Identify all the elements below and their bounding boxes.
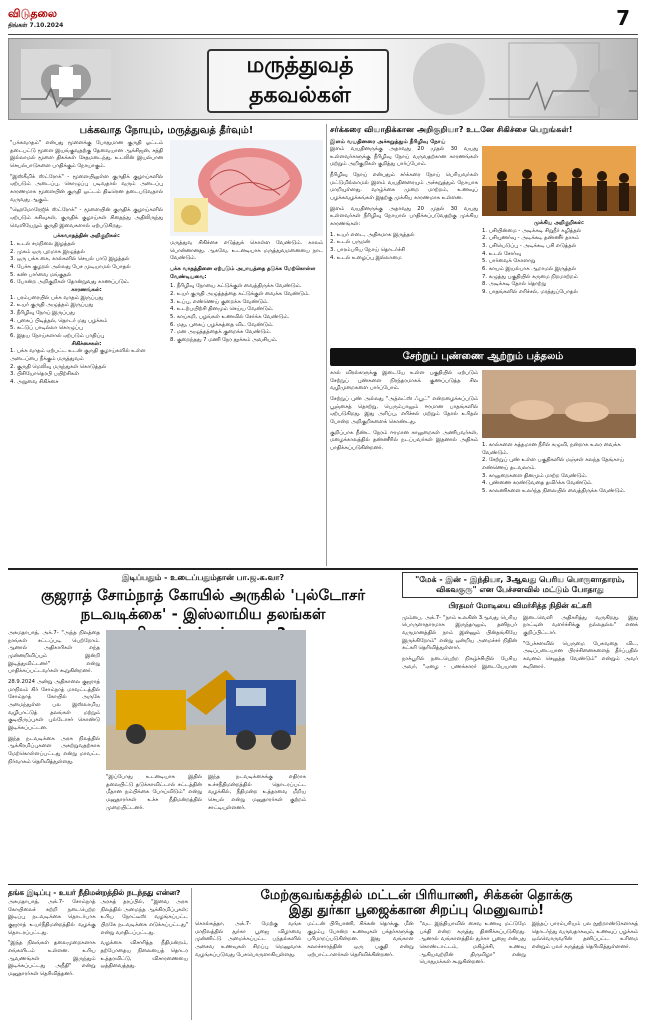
gujarat-col2 — [106, 774, 202, 815]
foot-p1: கால் விரல்களுக்கு இடையே உள்ள பகுதியில் ஏற்படும் சேற்றுப் புண்களை நிரந்தரமாகக் குணப்படுத்த சில வழிமுறைகளை பார்ப்போம். — [330, 370, 478, 392]
list-item: 2. உயர் குருதி அழுத்தம் இருப்பது — [10, 302, 94, 309]
list-item: 2. உடல் பருமன் — [330, 239, 371, 246]
list-item: 1. பசியின்மை - அடிக்கடி சிறுநீர் கழித்தல் — [482, 227, 582, 234]
diabetes-title: சர்க்கரை வியாதிக்கான அறிகுறியா? உடனே சிகிச்சை பெறுங்கள்! — [330, 124, 573, 134]
diabetes-cause-list — [330, 232, 478, 263]
durga-title-1: மேற்குவங்கத்தில் மட்டன் பிரியாணி, சிக்கன் தொக்கு — [260, 888, 573, 903]
durga-p2: மட்டன் பிரியாணி, சிக்கன் தொக்கு, மீன் குழம்பு போன்ற உணவுகள் பக்தர்களுக்கு பரிமாறப்படுகின்றன. இது வங்காள கலாச்சாரத்தின் ஒரு பகுதி என்று ஏற்பாட்டாளர்கள் தெரிவிக்கின்றனர். — [307, 921, 414, 958]
gujarat-kicker: இடிப்பதும் - உடைப்பதும்தான் பா.ஜ.க.வா? — [121, 573, 285, 582]
foot-p3: குறிப்பாக நீண்ட நேரம் ஈரமான காலுறைகள் அணிபவர்கள், மழைக்காலத்தில் தண்ணீரில் நடப்பவர்கள் இதனால் அதிகம் பாதிக்கப்படுகின்றனர். — [330, 429, 478, 452]
gujarat-p1: அகமதாபாத், அக்.7- "அந்த நிலத்தை நாங்கள் சட்டப்படி பெற்றோம். ஆனால் அதிகாரிகள் எந்த முன்னறிவிப்பும் இன்றி இடித்துவிட்டனர்" என்று பாதிக்கப்பட்டவர்கள் கூறுகின்றனர். — [8, 630, 100, 675]
banner-title: மருத்துவத் தகவல்கள் — [246, 53, 354, 108]
durga-p4: இந்தப் பாரம்பரியம் பல நூற்றாண்டுகளாகத் தொடர்ந்து வருவதாகவும், உணவுப் பழக்கம் ஒவ்வொருவரின் தனிப்பட்ட உரிமை என்றும் பலர் கருத்துத் தெரிவித்துள்ளனர். — [531, 921, 638, 951]
gadkari-title-box — [402, 572, 638, 598]
list-item: 4. புண்ணை சுரண்டுவதை தவிர்க்க வேண்டும். — [482, 480, 593, 487]
gadkari-subtitle: பிரதமர் மோடியை விமர்சித்த நிதின் கட்கரி — [448, 601, 592, 610]
list-item: 4. அறுவை சிகிச்சை — [10, 379, 59, 386]
bulldozer-image — [106, 630, 306, 770]
demolition-article — [8, 888, 188, 1020]
list-item: 4. உடல் உழைப்பு இல்லாமை — [330, 254, 402, 261]
diabetes-col1 — [330, 146, 478, 262]
medical-cross-icon — [21, 49, 111, 113]
list-item: 6. போன்ற அறிகுறிகள் தோன்றுவது காணப்படும். — [10, 279, 130, 286]
stroke-p2: "இஸ்கீமிக் ஸ்ட்ரோக்" - மூளையிலுள்ள குருதிக் குழாய்களில் ஏற்படும் அடைப்பு, கொழுப்பு படிவதால் வரும் அடைப்பு காரணமாக மூளையின் குருதி ஓட்டம் திடீரென தடைபடுவதால் வருவது ஆகும். — [10, 173, 163, 203]
demolition-p1: அகமதாபாத், அக்.7- சோம்நாத் கோயிலைச் சுற்றி நடைபெற்ற இடிப்பு நடவடிக்கை தொடர்பாக குஜராத் உயர்நீதிமன்றத்தில் வழக்கு தொடரப்பட்டது. — [8, 899, 96, 936]
list-item: 6. காயம் இயல்பாக ஆறாமல் இருத்தல் — [482, 266, 577, 273]
stroke-col1 — [10, 140, 163, 387]
durga-article — [195, 888, 638, 1020]
column-divider — [326, 124, 327, 566]
list-item: 5. கட்டுப் பாடில்லா கொழுப்பு — [10, 325, 83, 332]
foot-col1 — [330, 370, 478, 456]
gujarat-col3 — [208, 774, 306, 815]
list-item: 1. நீரிழிவு நோயை கட்டுக்குள் வைத்திருக்க வேண்டும். — [170, 283, 302, 290]
durga-title-2: இது துர்கா பூஜைக்கான சிறப்பு மெனுவாம்! — [288, 903, 545, 918]
stroke-prevention-list — [170, 283, 323, 344]
durga-body — [195, 921, 638, 967]
masthead-name: விடுதலை — [8, 7, 58, 20]
list-item: 8. குறைந்தது 7 மணி நேர தூக்கம் அவசியம். — [170, 337, 278, 344]
list-item: 2. பசியுணர்வு - அடிக்கடி தண்ணீர் தாகம் — [482, 235, 579, 242]
demolition-p2: "இந்த நிலங்கள் தலைமுறைகளாக எங்களிடம் உள்ளன. உரிய ஆவணங்கள் இருந்தும் இடிக்கப்பட்டது அநீதி" என்று மனுதாரர்கள் தெரிவித்தனர். — [8, 940, 96, 978]
page-number: 7 — [616, 6, 630, 30]
diabetes-article — [330, 124, 636, 346]
stroke-p4: மருத்துவ சிகிச்சை எடுத்துக் கொள்ள வேண்டும். காலம் பொன்னானது. ஆகவே, உடனடியாக மருத்துவமனையை நாட வேண்டும். — [170, 240, 323, 262]
list-item: 4. உடற்பயிற்சி தினமும் செய்ய வேண்டும். — [170, 306, 274, 313]
list-item: 1. பக்க வாதம் ஏற்பட்ட உடன் குருதி குழாய்களில் உள்ள அடைப்பை நீக்கும் மருத்துவம் — [10, 348, 146, 363]
gujarat-p2: 28.9.2024 அன்று அதிகாலை குஜராத் மாநிலம் கிர் சோம்நாத் மாவட்டத்தில் சோம்நாத் கோயில் அருகே அமைந்துள்ள பல இஸ்லாமிய வழிபாட்டுத் தலங்கள் மற்றும் குடியிருப்புகள் புல்டோசர் கொண்டு இடிக்கப்பட்டன. — [8, 679, 100, 732]
list-item: 5. காலணிகளை உலர்ந்த நிலையில் வைத்திருக்க வேண்டும். — [482, 488, 626, 495]
foot-p2: சேற்றுப் புண் அல்லது "அத்லட்ஸ் ஃபூட்" என்றழைக்கப்படும் பூஞ்சைத் தொற்று, பெரும்பாலும் ஈரமான பாதங்களில் ஏற்படுகிறது. இது அரிப்பு, எரிச்சல் மற்றும் தோல் உரிதல் போன்ற அறிகுறிகளைக் கொண்டது. — [330, 396, 478, 426]
section-rule — [8, 568, 638, 570]
list-item: 5. காய்கறி, பழங்கள் உணவில் சேர்க்க வேண்டும். — [170, 314, 290, 321]
gujarat-title: குஜராத் சோம்நாத் கோயில் அருகில் 'புல்டோசர் நடவடிக்கை' - இஸ்லாமிய தலங்கள் — [40, 585, 366, 623]
list-item: 3. ஒரு பக்க கை, கால்களில் செயல் பாடு இழத்தல் — [10, 256, 130, 263]
list-item: 8. அடிக்கடி தோல் தொற்று — [482, 281, 546, 288]
list-item: 2. முகம் ஒரு புறமாக இழுத்தல் — [10, 248, 85, 255]
list-item: 1. கால்களை சுத்தமான நீரில் கழுவி, நன்றாக உலர வைக்க வேண்டும். — [482, 442, 621, 456]
list-item: 7. மன அழுத்தத்தைக் குறைக்க வேண்டும். — [170, 329, 272, 336]
list-item: 4. புகைப் பிடித்தல், தொடர் மது பழக்கம் — [10, 317, 108, 324]
list-item: 3. நீரிழிவு நோய் இருப்பது — [10, 310, 75, 317]
stroke-treatment-heading: சிகிச்சைகள்: — [71, 340, 102, 347]
list-item: 3. பிசியோதெரபி பயிற்சிகள் — [10, 371, 79, 378]
stroke-causes-heading: காரணங்கள்: — [71, 287, 102, 294]
list-item: 9. பாதங்களில் எரிச்சல், மரத்துப்போதல் — [482, 289, 578, 296]
stroke-symptoms-list — [10, 241, 163, 287]
foot-article-title: சேற்றுப் புண்ணை ஆற்றும் பத்தலம் — [402, 351, 564, 362]
stroke-p3: "ஹெமோரேஜிக் ஸ்ட்ரோக்" - மூளையின் குருதிக் குழாய்களில் ஏற்படும் கசிவுகள், குருதிக் குழாய்கள் சிதைந்து அதிலிருந்து வெளியேறும் குருதி இவைகளால் ஏற்படுகிறது. — [10, 207, 163, 229]
foot-remedy-list — [482, 442, 636, 496]
gujarat-article — [8, 572, 398, 882]
durga-p3: "வட இந்தியாவில் சைவ உணவு மட்டுமே பக்தி என்ற கருத்து திணிக்கப்படுகிறது. ஆனால் வங்காளத்தில் துர்கா பூஜை என்பது கொண்டாட்டம், மகிழ்ச்சி, உணவு ஆகியவற்றின் திருவிழா" என்று பொதுமக்கள் கூறுகின்றனர். — [419, 921, 526, 966]
masthead — [8, 6, 638, 34]
diabetes-symptom-box — [482, 220, 636, 297]
stroke-p1: "பக்கவாதம்" என்பது மூளைக்கு போதுமான குருதி ஓட்டம் தடைபட்டு மூளை இயங்குவதற்கு தேவையான ஆக்சிஜன், சத்தி இல்லாமல் மூளை திசுக்கள் சேதமடைந்து, உடலின் இயல்பான செயல்பாடுகளை பாதிக்கும் நோயாகும். — [10, 140, 163, 170]
masthead-rule — [8, 34, 638, 35]
masthead-date: திங்கள் 7.10.2024 — [8, 22, 64, 29]
gadkari-title: "மேக் - இன் - இந்தியா, 3ஆவது பெரிய பொருளாதாரம், விகவகுரு" என பேச்சளவில் மட்டும் போதாது — [415, 575, 625, 594]
list-item: 4. பேச்சு குழறல் அல்லது பேச முடியாமல் போதல் — [10, 264, 131, 271]
diabetes-subtitle: இளம் வயதினரை அச்சுறுத்தும் நீரிழிவு நோய் — [330, 138, 446, 145]
stroke-prevention-heading: பக்க வாதத்தினை ஏற்படும் அபாயத்தை தடுக்க மேற்கொள்ள வேண்டியவை: — [170, 266, 316, 280]
list-item: 1. உடல் சமநிலை இழத்தல் — [10, 241, 76, 248]
brain-image — [170, 140, 323, 236]
list-item: 7. கழுத்து பகுதியில் கருமை நிறமாற்றம் — [482, 273, 578, 280]
list-item: 1. பரம்பரையில் பக்க வாதம் இருப்பது — [10, 294, 104, 301]
gadkari-p2: நாக்பூரில் நடைபெற்ற நிகழ்ச்சியில் பேசிய அவர், "ஏழை - பணக்காரர் இடையேயான இடைவெளி அதிகரித்து வருகிறது. இது நாட்டின் வளர்ச்சிக்கு நல்லதல்ல" எனக் குறிப்பிட்டார். — [402, 614, 638, 670]
diabetes-p1: இளம் வயதினருக்கு அதாவது 20 முதல் 30 வயது உள்ளவர்களுக்கு நீரிழிவு நோய் வருவதற்கான காரணங்கள் மற்றும் அறிகுறிகள் குறித்து பார்ப்போம். — [330, 146, 478, 168]
gadkari-p1: மும்பை, அக்.7- "நாம் உலகின் 3ஆவது பெரிய பொருளாதாரமாக இருந்தாலும், தனிநபர் வருமானத்தில் நாம் இன்னும் பின்தங்கியே இருக்கிறோம்" என்று ஒன்றிய அமைச்சர் நிதின் கட்கரி தெரிவித்துள்ளார். — [402, 614, 517, 652]
demolition-p4: வழக்கை விசாரித்த நீதிமன்றம், தற்போதைய நிலையைத் தொடர உத்தரவிட்டு, விசாரணையை ஒத்திவைத்தது. — [100, 940, 188, 970]
foot-col2 — [482, 442, 636, 496]
list-item: 3. காலுறைகளை தினமும் மாற்ற வேண்டும். — [482, 472, 588, 479]
gujarat-p5: இந்த நடவடிக்கைக்கு எதிராக உச்சநீதிமன்றத்தில் தொடரப்பட்ட வழக்கில், நீதிமன்ற உத்தரவை மீறிய செயல் என்று மனுதாரர்கள் குற்றம் சாட்டியுள்ளனர். — [208, 774, 306, 811]
list-item: 5. கண் பார்வை மங்குதல் — [10, 271, 72, 278]
diabetes-symptom-heading: முக்கிய அறிகுறிகள்: — [534, 220, 584, 226]
list-item: 3. பாரம்பரிய நோய் தொடர்ச்சி — [330, 247, 405, 254]
stroke-treatment-list — [10, 348, 163, 386]
list-item: 1. உயர் எடை, அதிகமாக இருத்தல் — [330, 231, 415, 238]
diabetes-p3: இளம் வயதினருக்கு அதாவது 20 முதல் 30 வயது உள்ளவர்கள் நீரிழிவு நோயால் பாதிக்கப்படுவதற்கு முக்கிய காரணங்கள்: — [330, 205, 478, 228]
gujarat-col1 — [8, 630, 100, 769]
list-item: 2. சேற்றுப் புண் உள்ள பகுதிகளில் மஞ்சள் கலந்த தேங்காய் எண்ணெய் தடவலாம். — [482, 457, 624, 472]
gadkari-body — [402, 615, 638, 673]
foot-article — [330, 370, 636, 566]
feet-image — [482, 370, 636, 438]
column-divider — [191, 888, 192, 1020]
list-item: 2. உயர் குருதி அழுத்தத்தை கட்டுக்குள் வைக்க வேண்டும். — [170, 291, 310, 298]
demolition-body — [8, 899, 188, 979]
gujarat-p4: "இப்போது உடனடியாக இதில் தலையிட்டு தடுக்காவிட்டால் சட்டத்தின் மீதான நம்பிக்கை போய்விடும்" என்று மனுதாரர்கள் உச்ச நீதிமன்றத்தில் முறையிட்டனர். — [106, 774, 202, 811]
demolition-title: தங்க இடிப்பு - உயர் நீதிமன்றத்தில் நடந்தது என்ன? — [8, 888, 181, 897]
stroke-col2 — [170, 240, 323, 345]
stroke-article-title: பக்கவாத நோயும், மருத்துவத் தீர்வும்! — [79, 125, 254, 136]
list-item: 2. குருதி மெலிவு மருந்துகள் கொடுத்தல் — [10, 363, 107, 370]
gujarat-p3: இந்த நடவடிக்கை அரசு நிலத்தில் ஆக்கிரமிப்புகளை அகற்றுவதற்காக மேற்கொள்ளப்பட்டது என்று மாவட்ட நிர்வாகம் தெரிவித்துள்ளது. — [8, 735, 100, 765]
stroke-article — [10, 124, 323, 566]
diabetes-symptom-list — [482, 228, 636, 297]
stroke-symptoms-heading: பக்கவாதத்தின் அறிகுறிகள்: — [53, 233, 120, 240]
diabetes-p2: நீரிழிவு நோய் என்பதும் சர்க்கரை நோய் பெரியவர்கள் மட்டுமில்லாமல் இளம் வயதினரையும் அச்சுறுத்தும் நோயாக மாறியுள்ளது. வாழ்க்கை முறை மாற்றம், உணவுப் பழக்கவழக்கங்கள் இதற்கு முக்கிய காரணமாக உள்ளன. — [330, 172, 478, 202]
gadkari-article — [402, 572, 638, 882]
list-item: 3. உப்பு, எண்ணெய் குறைக்க வேண்டும். — [170, 298, 269, 305]
list-item: 5. பார்வைக் கோளாறு — [482, 258, 536, 265]
people-silhouette-image — [482, 146, 636, 216]
durga-p1: கொல்கத்தா, அக்.7- மேற்கு வங்க மாநிலத்தில் துர்கா பூஜை விழாவை முன்னிட்டு அமைக்கப்பட்ட பந்தல்களில் அசைவ உணவுகள் சிறப்பு மெனுவாக வழங்கப்படுவது பேசுபொருளாகியுள்ளது. — [195, 921, 302, 958]
list-item: 6. மது, புகைப் பழக்கத்தை விட வேண்டும். — [170, 321, 274, 328]
section-rule — [8, 884, 638, 885]
list-item: 4. உடல் சோர்வு — [482, 250, 522, 257]
gadkari-p3: "பேச்சளவில் பெருமை பேசுவதை விட, அடிப்படையான பிரச்சினைகளைத் தீர்ப்பதில் கவனம் செலுத்த வேண்டும்" என்றும் அவர் கூறினார். — [523, 640, 638, 670]
demolition-p3: அரசுத் தரப்பில், "இவை அரசு நிலத்தில் அமைந்த ஆக்கிரமிப்புகள்; உரிய நோட்டீஸ் வழங்கப்பட்ட பிறகே நடவடிக்கை எடுக்கப்பட்டது" என்று வாதிடப்பட்டது. — [100, 899, 188, 936]
banner — [8, 38, 638, 120]
list-item: 3. பசியெடுப்பு - அடிக்கடி பசி எடுத்தல் — [482, 243, 577, 250]
list-item: 6. இதய நோய்களால் ஏற்படும் பாதிப்பு — [10, 333, 105, 340]
stroke-causes-list — [10, 295, 163, 341]
